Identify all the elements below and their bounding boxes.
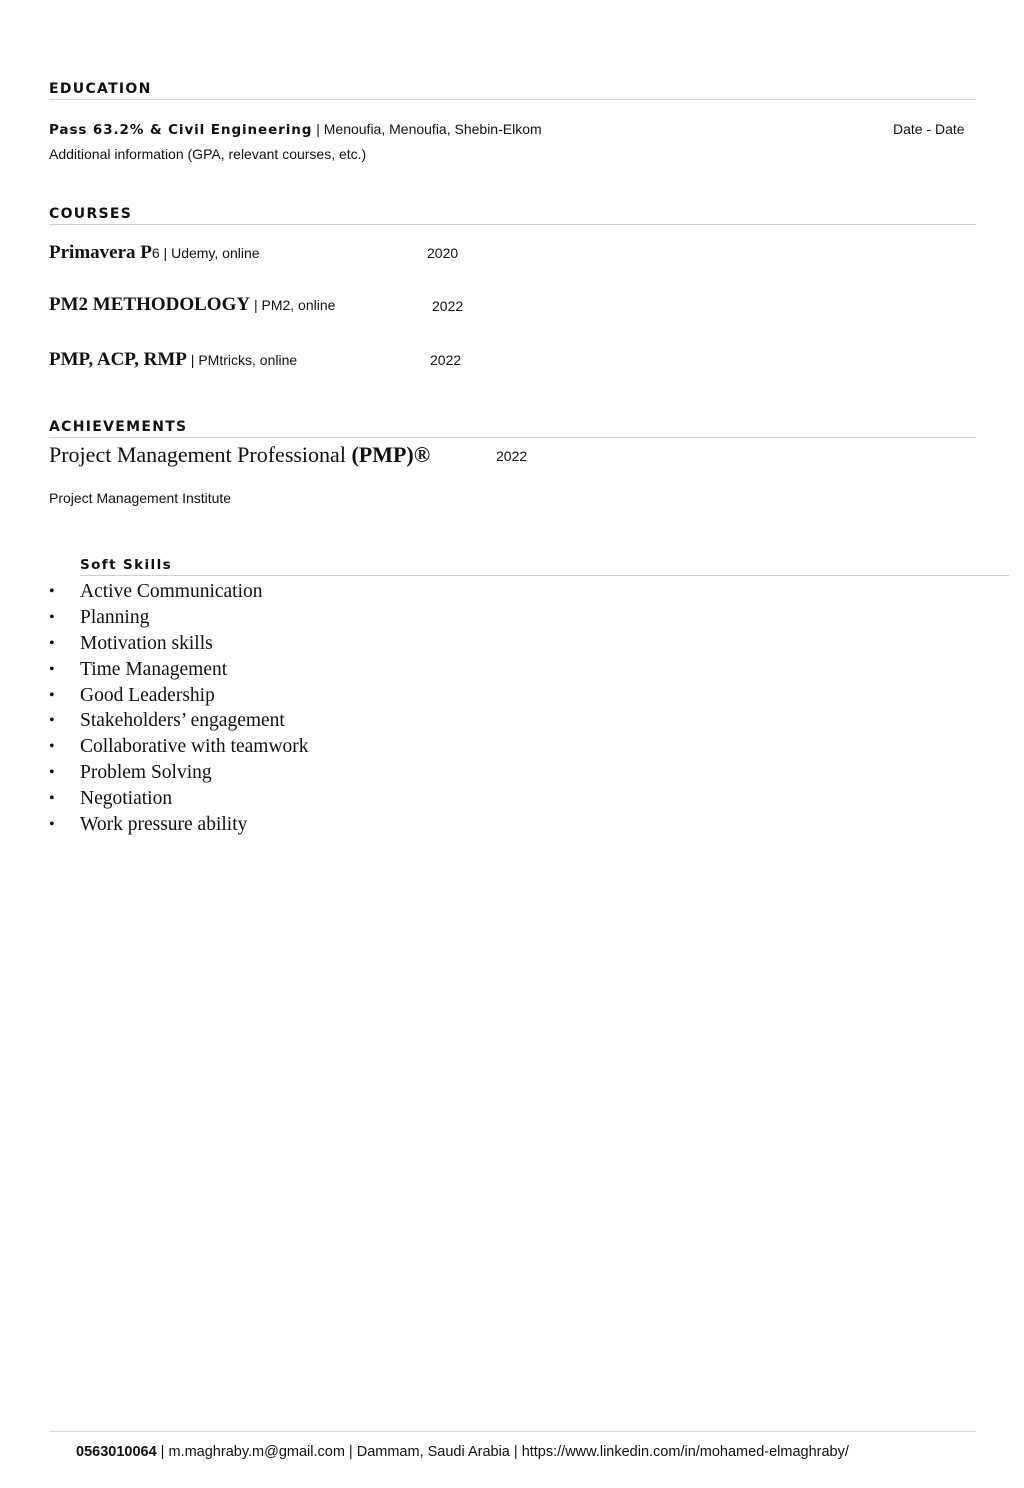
list-item: • Work pressure ability	[49, 812, 309, 838]
education-entry	[49, 121, 542, 139]
course-item	[49, 294, 335, 316]
achievement-title	[49, 442, 430, 468]
list-item: • Active Communication	[49, 579, 309, 605]
footer-location: Dammam, Saudi Arabia	[356, 1444, 510, 1460]
achievement-title-bold: (PMP)®	[351, 442, 431, 467]
soft-skills-heading: Soft Skills	[80, 557, 1009, 576]
course-name: PM2 METHODOLOGY	[49, 294, 251, 315]
bullet-icon: •	[49, 608, 55, 626]
list-item: • Problem Solving	[49, 760, 309, 786]
course-provider: | Udemy, online	[159, 245, 260, 261]
education-title: Pass 63.2% & Civil Engineering	[49, 122, 313, 138]
course-year: 2022	[430, 352, 462, 368]
footer-contact	[76, 1444, 849, 1460]
course-name: PMP, ACP, RMP	[49, 349, 187, 370]
bullet-icon: •	[49, 686, 55, 704]
footer-separator: |	[509, 1444, 522, 1460]
bullet-icon: •	[49, 634, 55, 652]
education-date: Date - Date	[893, 121, 965, 137]
education-additional: Additional information (GPA, relevant courses, etc.)	[49, 146, 367, 162]
education-location: Menoufia, Menoufia, Shebin-Elkom	[323, 121, 542, 137]
bullet-icon: •	[49, 712, 55, 730]
achievements-heading: ACHIEVEMENTS	[49, 419, 976, 438]
bullet-icon: •	[49, 738, 55, 756]
list-item: • Motivation skills	[49, 631, 309, 657]
list-item: • Negotiation	[49, 786, 309, 812]
bullet-icon: •	[49, 816, 55, 834]
bullet-icon: •	[49, 790, 55, 808]
achievement-year: 2022	[496, 448, 528, 464]
soft-skills-list	[49, 579, 309, 838]
bullet-icon: •	[49, 660, 55, 678]
course-year: 2022	[432, 298, 464, 314]
list-item: • Time Management	[49, 657, 309, 683]
list-item: • Collaborative with teamwork	[49, 734, 309, 760]
footer-email[interactable]: m.maghraby.m@gmail.com	[168, 1444, 345, 1460]
bullet-icon: •	[49, 583, 55, 600]
course-provider: | PMtricks, online	[186, 352, 298, 368]
achievement-title-plain: Project Management Professional	[49, 442, 352, 467]
course-provider: | PM2, online	[250, 297, 336, 313]
footer-divider	[49, 1431, 976, 1432]
course-item	[49, 349, 297, 371]
footer-linkedin-link[interactable]: https://www.linkedin.com/in/mohamed-elmaghraby/	[521, 1444, 849, 1460]
footer-separator: |	[156, 1444, 169, 1460]
list-item: • Stakeholders’ engagement	[49, 708, 309, 734]
footer-separator: |	[344, 1444, 357, 1460]
footer-phone: 0563010064	[76, 1444, 157, 1460]
course-name: Primavera P	[49, 242, 152, 263]
course-name-suffix: 6	[151, 245, 160, 261]
courses-heading: COURSES	[49, 206, 976, 225]
bullet-icon: •	[49, 764, 55, 782]
course-item	[49, 242, 260, 264]
education-separator: |	[312, 121, 324, 137]
education-heading: EDUCATION	[49, 81, 976, 100]
list-item: • Planning	[49, 605, 309, 631]
course-year: 2020	[427, 245, 459, 261]
list-item: • Good Leadership	[49, 683, 309, 709]
achievement-issuer: Project Management Institute	[49, 490, 232, 506]
